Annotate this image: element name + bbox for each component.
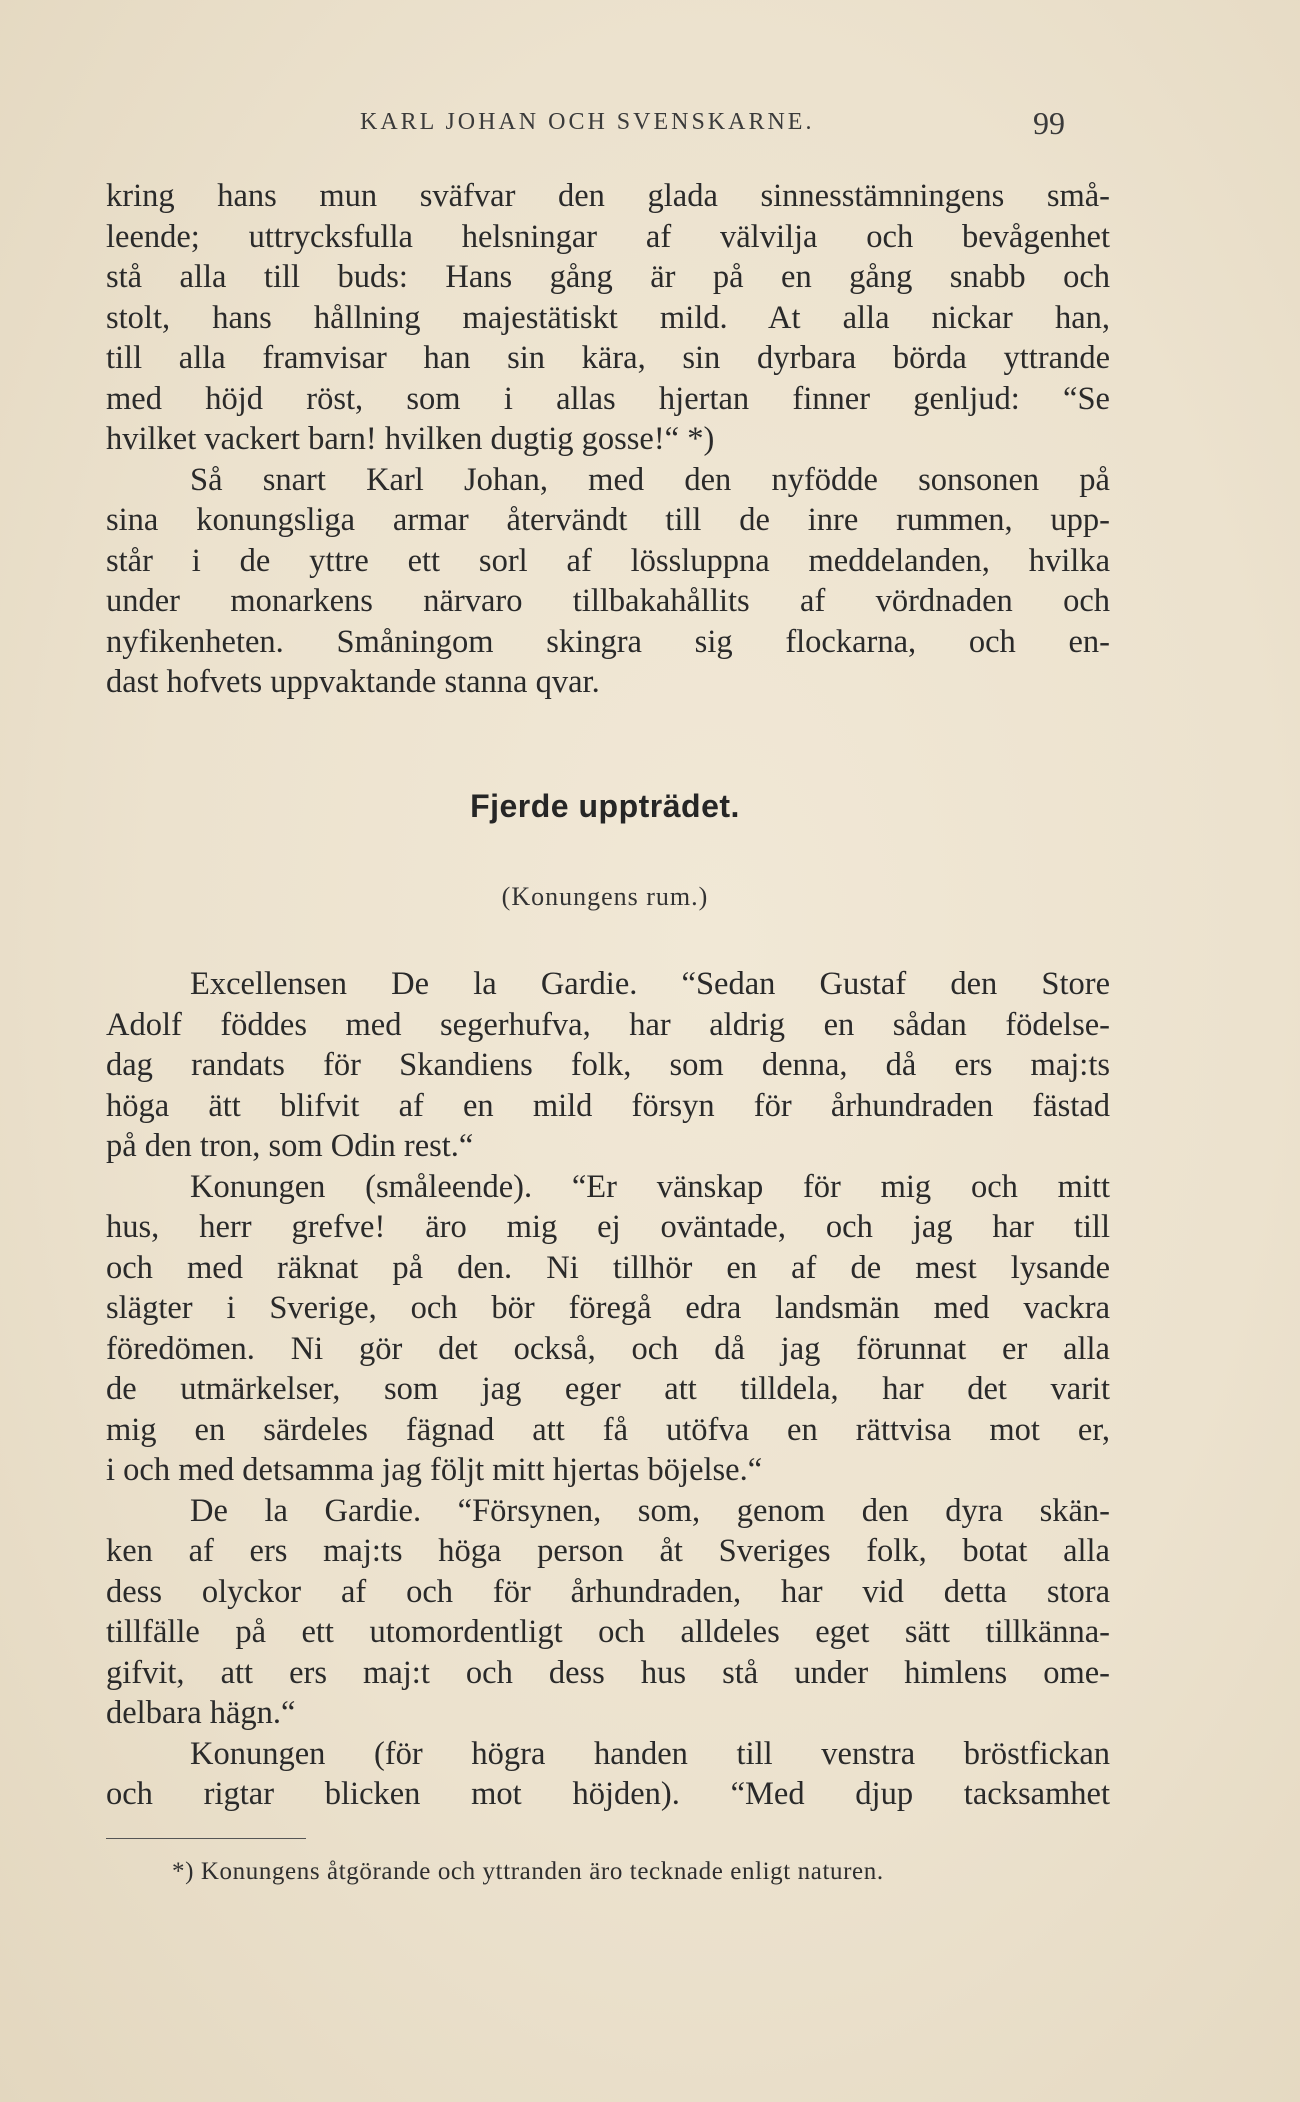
running-title: KARL JOHAN OCH SVENSKARNE. [360,109,815,135]
text-line: står i de yttre ett sorl af lössluppna meddelanden, hvilka [106,542,1110,579]
text-line: mig en särdeles fägnad att få utöfva en rättvisa mot er, [106,1411,1110,1448]
text-line: Så snart Karl Johan, med den nyfödde sonsonen på [190,461,1110,498]
text-block-bottom [106,964,1110,1815]
text-line: gifvit, att ers maj:t och dess hus stå under himlens ome- [106,1654,1110,1691]
text-line: kring hans mun sväfvar den glada sinnesstämningens små- [106,178,1110,214]
paragraph [106,1734,1110,1815]
text-line: de utmärkelser, som jag eger att tilldela, har det varit [106,1371,1110,1407]
text-line: delbara hägn.“ [106,1695,296,1731]
paragraph [106,964,1110,1167]
text-line: sina konungsliga armar återvändt till de inre rummen, upp- [106,502,1110,538]
text-line: och rigtar blicken mot höjden). “Med djup tacksamhet [106,1776,1110,1812]
text-line: föredömen. Ni gör det också, och då jag förunnat er alla [106,1330,1110,1367]
text-line: tillfälle på ett utomordentligt och alldeles eget sätt tillkänna- [106,1614,1110,1650]
text-line: slägter i Sverige, och bör föregå edra landsmän med vackra [106,1290,1110,1326]
text-line: De la Gardie. “Försynen, som, genom den dyra skän- [190,1492,1110,1529]
text-line: Adolf föddes med segerhufva, har aldrig en sådan födelse- [106,1006,1110,1043]
text-line: med höjd röst, som i allas hjertan finner genljud: “Se [106,380,1110,417]
text-line: dast hofvets uppvaktande stanna qvar. [106,664,600,700]
paragraph [106,176,1110,460]
text-line: stolt, hans hållning majestätiskt mild. At alla nickar han, [106,299,1110,336]
text-line: Excellensen De la Gardie. “Sedan Gustaf den Store [190,966,1110,1002]
text-line: ken af ers maj:ts höga person åt Sveriges folk, botat alla [106,1533,1110,1569]
text-line: hus, herr grefve! äro mig ej oväntade, och jag har till [106,1209,1110,1245]
footnote: *) Konungens åtgörande och yttranden äro tecknade enligt naturen. [172,1858,884,1885]
text-line: till alla framvisar han sin kära, sin dyrbara börda yttrande [106,340,1110,376]
text-line: Konungen (småleende). “Er vänskap för mig och mitt [190,1168,1110,1205]
text-line: leende; uttrycksfulla helsningar af välvilja och bevågenhet [106,218,1110,255]
text-line: i och med detsamma jag följt mitt hjertas böjelse.“ [106,1452,763,1488]
text-line: och med räknat på den. Ni tillhör en af de mest lysande [106,1249,1110,1286]
text-line: dag randats för Skandiens folk, som denna, då ers maj:ts [106,1047,1110,1083]
footnote-rule [106,1838,306,1839]
text-line: stå alla till buds: Hans gång är på en gång snabb och [106,259,1110,295]
text-line: Konungen (för högra handen till venstra bröstfickan [190,1735,1110,1772]
stage-direction: (Konungens rum.) [501,882,709,911]
text-block-top [106,176,1110,703]
paragraph [106,1167,1110,1491]
page-number: 99 [1033,105,1065,141]
text-line: nyfikenheten. Småningom skingra sig flockarna, och en- [106,623,1110,660]
text-line: under monarkens närvaro tillbakahållits af vördnaden och [106,583,1110,619]
paragraph [106,460,1110,703]
paragraph [106,1491,1110,1734]
section-heading: Fjerde uppträdet. [470,788,740,824]
text-line: höga ätt blifvit af en mild försyn för århundraden fästad [106,1087,1110,1124]
text-line: hvilket vackert barn! hvilken dugtig gosse!“ *) [106,421,715,457]
text-line: dess olyckor af och för århundraden, har vid detta stora [106,1573,1110,1610]
text-line: på den tron, som Odin rest.“ [106,1128,474,1164]
running-head [360,105,1065,149]
